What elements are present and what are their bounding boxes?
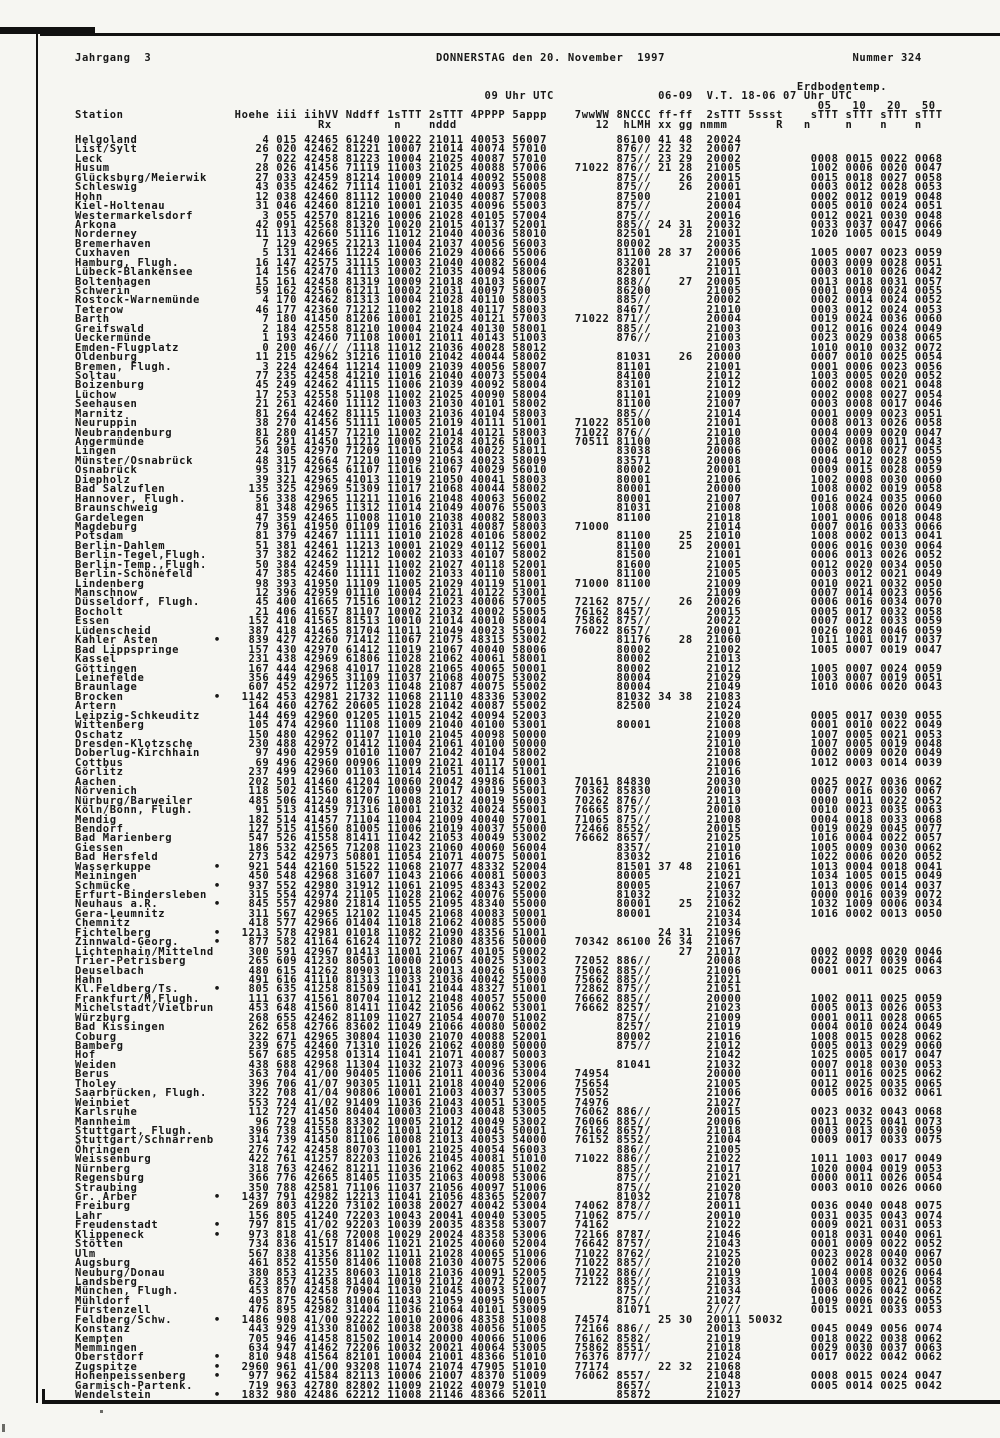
- table-row: Kahler Asten • 839 427 42260 71412 11067 21075 48315 53002 81176 28 21060 1011 1001 0017 0037: [75, 634, 943, 647]
- table-row: Boltenhagen 15 161 42458 81319 10009 21018 40103 56007 888// 27 20005 0013 0018 0031 0057: [75, 275, 943, 288]
- table-row: Freudenstadt • 797 815 41/02 92203 10039 20035 48358 53007 74162 21022 0009 0021 0031 0053: [75, 1219, 943, 1232]
- table-row: Zugspitze • 2960 961 41/00 93208 11074 21074 47905 51010 77174 22 32 21068: [75, 1360, 943, 1373]
- table-row: Mendig 182 514 41457 71104 11004 21009 40040 57001 71065 875// 21008 0004 0018 0033 0068: [75, 813, 943, 826]
- table-row: Osnabrück 95 317 42965 61107 11016 21067 40029 56010 80002 20001 0009 0015 0028 0059: [75, 464, 943, 477]
- table-row: Fichtelberg • 1213 578 42981 01018 11082 21090 48356 51001 24 31 21096: [75, 926, 943, 939]
- table-row: Augsburg 461 852 41550 81406 11008 21030 40075 52006 71022 885// 21020 0002 0014 0032 0050: [75, 1257, 943, 1270]
- table-row: Bamberg 239 675 42460 71310 11026 21062 40080 50000 875// 21012 0005 0013 0029 0060: [75, 1040, 943, 1052]
- table-row: Oberstdorf • 810 948 41564 82101 10004 21001 48366 51010 76376 877// 21024 0017 0022 0042 0062: [75, 1351, 943, 1364]
- table-row: Seehausen 21 261 42460 11112 11003 21030 40101 58002 81100 21007 0003 0008 0017 0046: [75, 398, 943, 411]
- table-row: Neubrandenburg 81 280 41457 71210 11002 21014 40121 58003 71022 876// 21010 0004 0009 0020 0047: [75, 426, 943, 439]
- table-row: Oschatz 150 480 42962 01107 11010 21045 40098 50000 21009 1007 0005 0021 0053: [75, 728, 943, 741]
- table-row: Boizenburg 45 249 42462 41115 11006 21039 40092 58004 83101 21012 0002 0008 0021 0048: [75, 379, 943, 392]
- table-row: Hamburg, Flugh. 16 147 42575 31115 10003 21040 40082 56004 83201 21005 0003 0009 0028 0051: [75, 256, 943, 269]
- table-row: Regensburg 366 776 42665 81405 11035 21063 40098 53006 875// 21021 0000 0011 0026 0054: [75, 1172, 943, 1185]
- table-row: München, Flugh. 453 870 42458 70904 11030 21045 40093 51007 875// 21034 0006 0026 0042 0062: [75, 1285, 943, 1298]
- table-row: Magdeburg 79 361 41950 01109 11016 21031 40087 58003 71000 21014 0007 0016 0033 0066: [75, 520, 943, 533]
- table-row: Berlin-Dahlem 51 381 42461 11213 10001 21029 40112 56001 81100 25 20001 0006 0016 0030 0064: [75, 539, 943, 552]
- table-row: Angermünde 56 291 41450 11212 10005 21028 40126 51001 70511 81100 21008 0002 0008 0011 0043: [75, 436, 943, 448]
- table-row: Lahr 156 805 41240 72203 10043 20041 40040 53005 71062 875// 20010 0031 0035 0043 0074: [75, 1209, 943, 1222]
- table-row: Wittenberg 105 474 42960 11108 11009 21040 40100 53001 80001 21008 0001 0010 0022 0049: [75, 719, 943, 732]
- table-row: Feldberg/Schw. • 1486 908 41/00 92222 10010 20006 48358 51008 74574 25 30 20011 50032: [75, 1313, 943, 1326]
- table-row: Bad Kissingen 262 658 42766 83602 11049 21066 40080 50002 8257/ 21019 0004 0010 0024 0049: [75, 1021, 943, 1034]
- table-row: Schmücke • 937 552 42980 31912 11061 21095 48343 52002 80005 21067 1013 0006 0014 0037: [75, 879, 943, 892]
- table-row: Düsseldorf, Flugh. 45 400 41665 71516 10012 21023 40006 57005 72162 875// 26 20026 0006 0016 0034 0070: [75, 596, 943, 609]
- table-row: Ueckermünde 1 193 42460 71108 10001 21011 40143 51003 876// 21003 0023 0029 0038 0065: [75, 332, 943, 345]
- table-row: Gera-Leumnitz 311 567 42965 12102 11045 21068 40083 50001 80001 21034 1016 0002 0013 0050: [75, 907, 943, 920]
- table-row: Marnitz 81 264 42462 81115 11003 21036 40104 58003 885// 21014 0001 0009 0023 0051: [75, 407, 943, 420]
- table-row: Frankfurt/M,Flugh. 111 637 41561 80704 11012 21048 40057 55000 76662 885// 20000 1002 0011 0025 0059: [75, 992, 943, 1005]
- table-row: Lübeck-Blankensee 14 156 42470 41113 10002 21035 40094 58006 82801 21011 0003 0010 0026 0042: [75, 266, 943, 279]
- table-row: Hof 567 685 42958 01314 11041 21071 40087 50003 21042 1025 0005 0017 0047: [75, 1049, 943, 1062]
- table-row: Kiel-Holtenau 31 046 42460 81210 10001 21035 40096 55003 875// 20004 0005 0010 0024 0051: [75, 200, 943, 213]
- page-title-line: Jahrgang 3 DONNERSTAG den 20. November 1997 Nummer 324: [75, 52, 922, 64]
- table-row: Landsberg 623 857 41458 81404 10019 21012 40072 52007 72122 885// 21033 1003 0005 0021 0058: [75, 1275, 943, 1288]
- table-row: Cottbus 69 496 42960 00906 11009 21021 40117 50001 21006 1012 0003 0014 0039: [75, 756, 943, 769]
- table-row: Barth 7 180 41450 81206 10001 21025 40121 57003 71022 871// 20004 0019 0024 0036 0060: [75, 313, 943, 326]
- table-row: Rostock-Warnemünde 4 170 42462 81313 10004 21028 40110 58003 885// 20002 0002 0014 0024 0052: [75, 294, 943, 307]
- table-row: Chemnitz 418 577 42966 01404 11018 21062 40085 55000 21034: [75, 917, 943, 930]
- header-line-1: Erdbodentemp.: [75, 81, 888, 93]
- left-edge-line: [36, 33, 38, 1403]
- table-row: Stuttgart/Schnarrenb 314 739 41450 81106 10008 21013 40053 54000 76152 8552/ 21004 0009 0017 0033 0075: [75, 1134, 943, 1147]
- table-row: Lingen 24 305 42970 71209 11010 21054 40022 58011 83038 20006 0006 0010 0027 0055: [75, 445, 943, 458]
- table-row: Würzburg 268 655 42462 81109 11027 21054 40070 51002 875// 21009 0001 0011 0028 0065: [75, 1011, 943, 1024]
- table-row: Wendelstein • 1832 980 42486 62212 11008 21146 48366 52011 85872 21027: [75, 1389, 943, 1402]
- table-row: Nörvenich 118 502 41560 61207 10009 21017 40019 55001 70362 85830 20010 0007 0016 0030 0067: [75, 785, 943, 798]
- table-row: Hohn 12 038 42460 81112 10000 21040 40087 57008 87500 21001 0002 0012 0019 0048: [75, 190, 943, 203]
- table-row: Schwerin 59 162 42560 61211 10002 21031 40097 58005 86200 21005 0001 0009 0024 0055: [75, 285, 943, 297]
- table-row: Berlin-Schönefeld 47 385 42460 11111 11002 21033 40110 58001 81100 21005 0003 0012 0021 0049: [75, 568, 943, 581]
- table-row: Brocken • 1142 453 42981 21732 11068 21110 48336 53002 81032 34 38 21083: [75, 690, 943, 703]
- scan-speck: [2, 1424, 5, 1432]
- scan-speck: [100, 1410, 103, 1413]
- top-rule: [40, 33, 1000, 36]
- table-row: Oldenburg 11 215 42962 31216 11010 21042 40044 58002 81031 26 20000 0007 0010 0025 0054: [75, 351, 943, 364]
- table-row: Artern 164 460 42762 20605 11028 21042 40087 55002 82500 21024: [75, 700, 943, 713]
- table-row: Stuttgart, Flugh. 396 738 41550 81202 11001 21012 40045 50001 76162 8657/ 21018 0003 0013 0030 0059: [75, 1124, 943, 1137]
- table-row: List/Sylt 26 020 42462 81221 10007 21014 40074 57010 876// 22 32 20007: [75, 143, 943, 156]
- table-row: Wasserkuppe • 921 544 42160 51522 11068 21077 48332 52004 81501 37 48 21061 1013 0004 0018 0041: [75, 860, 943, 873]
- table-row: Bocholt 21 406 41657 81107 10002 21032 40002 55005 76162 8457/ 20015 0005 0017 0032 0058: [75, 605, 943, 618]
- table-row: Bad Hersfeld 273 542 42973 50801 11054 21071 40075 50001 83032 21016 1022 0006 0020 0052: [75, 851, 943, 864]
- table-row: Giessen 186 532 42565 71208 11023 21060 40060 56004 8357/ 21010 1005 0009 0030 0062: [75, 841, 943, 854]
- table-row: Zinnwald-Georg. • 877 582 41164 61624 11072 21080 48356 50000 70342 86100 26 34 21067: [75, 936, 943, 949]
- table-row: Hahn 491 616 41110 81313 11033 21036 40042 55000 75662 885// 21021: [75, 973, 943, 986]
- table-row: Leck 7 022 42458 81223 10004 21025 40087 57010 875// 23 29 20002 0008 0015 0022 0068: [75, 152, 943, 165]
- header-line-4: Station Hoehe iii iihVV Nddff 1sTTT 2sTTT 4PPPP 5appp 7wwWW 8NCCC ff-ff 2sTTT 5ssst sTTT sTTT sTTT sTTT: [75, 109, 943, 122]
- table-row: Cuxhaven 5 131 42466 11224 10006 21029 40066 55006 81100 28 37 20006 1005 0007 0023 0059: [75, 247, 943, 260]
- station-table: [75, 136, 943, 1401]
- table-row: Lindenberg 98 393 41950 11109 11005 21029 40119 51001 71000 81100 21009 0010 0021 0032 0050: [75, 577, 943, 590]
- header-line-3: 05 10 20 50: [75, 99, 943, 112]
- table-row: Karlsruhe 112 727 41450 80404 10003 21003 40048 53005 76062 886// 20015 0023 0032 0043 0068: [75, 1106, 943, 1119]
- table-row: Lüdenscheid 387 418 41465 81704 11011 21049 40023 55001 76022 8657/ 20001 0026 0028 0046 0059: [75, 624, 943, 637]
- table-row: Memmingen 634 947 41462 72206 10032 20021 40064 53005 75862 8551/ 21018 0029 0030 0037 0063: [75, 1342, 943, 1354]
- table-row: Kl.Feldberg/Ts. • 805 635 41258 81509 11041 21044 48327 51001 72862 875// 21051: [75, 983, 943, 996]
- table-row: Görlitz 237 499 42960 01103 11014 21051 40114 51001 21016: [75, 766, 943, 779]
- table-row: Bremen, Flugh. 3 224 42464 11214 11009 21039 40056 58007 81101 21001 0001 0006 0023 0056: [75, 360, 943, 373]
- table-row: Neuburg/Donau 380 853 41235 80603 11018 21036 40091 52005 71022 886// 21019 1004 0008 0026 0064: [75, 1266, 943, 1279]
- table-row: Dresden-Klotzsche 230 488 42972 01412 11004 21061 40100 50000 21010 1007 0005 0019 0048: [75, 738, 943, 750]
- table-row: Manschnow 12 396 42959 01110 10004 21021 40122 53001 21009 0007 0014 0023 0056: [75, 587, 943, 599]
- table-row: Coburg 322 671 42965 30804 11030 21070 40088 52001 80002 21016 1008 0015 0028 0062: [75, 1030, 943, 1043]
- table-column-header: [75, 83, 943, 130]
- table-row: Berlin-Temp.,Flugh. 50 384 42459 11111 11002 21027 40118 52001 81600 21005 0012 0020 0034 0050: [75, 558, 943, 571]
- table-row: Bad Lippspringe 157 430 42970 61412 11019 21067 40040 58006 80002 21002 1005 0007 0019 0047: [75, 643, 943, 656]
- table-row: Michelstadt/Vielbrun 453 648 41560 81411 11042 21056 40062 53001 76662 8257/ 21023 0005 0013 0026 0053: [75, 1002, 943, 1015]
- table-row: Mannheim 96 729 41558 83302 10005 21012 40049 53002 76066 885// 20006 0011 0025 0041 0073: [75, 1115, 943, 1128]
- table-row: Bendorf 127 515 41560 81005 11006 21019 40037 55000 72466 8552/ 20015 0019 0029 0045 0077: [75, 822, 943, 835]
- table-row: Berus 363 704 41/00 90405 11006 21011 40036 53004 74954 20000 0011 0016 0025 0062: [75, 1068, 943, 1081]
- bottom-rule-stub: [42, 1389, 45, 1401]
- table-row: Glücksburg/Meierwik 27 033 42459 81214 10009 21014 40092 55008 875// 26 20015 0015 0018 0027 0058: [75, 171, 943, 184]
- table-row: Nürnberg 318 763 42462 81211 11036 21062 40085 51002 885// 21017 1020 0004 0019 0053: [75, 1162, 943, 1175]
- table-row: Gr. Arber • 1437 791 42982 12213 11041 21056 48365 52007 81032 21078: [75, 1191, 943, 1203]
- table-row: Weiden 438 688 42968 11304 11032 21073 40096 53006 81041 21032 0007 0018 0030 0053: [75, 1058, 943, 1071]
- table-row: Neuhaus a.R. • 845 557 42980 21814 11055 21095 48340 55000 80001 25 21062 1032 1009 0006 0034: [75, 898, 943, 911]
- table-row: Leinefelde 356 449 42965 31109 11037 21068 40075 53002 80004 21029 1003 0007 0019 0051: [75, 671, 943, 684]
- table-row: Doberlug-Kirchhain 97 490 42959 01010 11007 21042 40104 58002 21008 0002 0009 0020 0049: [75, 747, 943, 760]
- table-row: Münster/Osnabrück 48 315 42664 71210 11009 21063 40023 58009 83571 20008 0004 0012 0028 0059: [75, 454, 943, 467]
- table-row: Weissenburg 422 761 41257 82203 11026 21045 40081 51010 71022 886// 21022 1011 1003 0017 0049: [75, 1153, 943, 1166]
- table-row: Gardelegen 47 359 42465 11008 11010 21038 40082 58003 81100 21018 1001 0006 0018 0048: [75, 511, 943, 524]
- table-row: Hohenpeissenberg • 977 962 41584 82113 10006 21007 48370 51009 76062 8557/ 21048 0008 0015 0024 0047: [75, 1370, 943, 1383]
- table-row: Helgoland 4 015 42465 61240 10022 21011 40053 56007 86100 41 48 20024: [75, 134, 943, 146]
- table-row: Deuselbach 480 615 41262 80903 10018 20013 40026 51003 75062 885// 21006 0001 0011 0025 0063: [75, 964, 943, 977]
- table-row: Norderney 11 113 42660 51116 11012 21040 40036 58010 82501 28 21001 1020 1005 0015 0049: [75, 228, 943, 241]
- table-row: Kempten 705 946 41458 81502 10014 20000 40066 51006 76162 8582/ 21019 0018 0022 0038 0062: [75, 1332, 943, 1345]
- table-row: Konstanz 443 929 41330 81002 10038 20038 40056 51005 72166 886// 20013 0045 0049 0056 0074: [75, 1323, 943, 1336]
- table-row: Braunlage 607 452 42972 11203 11048 21087 40075 55002 80004 21049 1010 0006 0020 0043: [75, 681, 943, 694]
- table-row: Trier-Petrisberg 265 609 41230 80501 10000 21005 40025 53002 72052 886// 20008 0022 0027 0039 0064: [75, 955, 943, 968]
- table-row: Meiningen 450 548 42968 31607 11043 21066 40081 50003 80005 21021 1034 1005 0015 0049: [75, 870, 943, 883]
- table-row: Mühldorf 405 875 42560 81006 11043 21059 40095 50005 875// 21027 1009 0006 0026 0055: [75, 1294, 943, 1307]
- table-row: Diepholz 39 321 42965 41013 11019 21050 40041 58003 80001 21006 1002 0008 0030 0060: [75, 473, 943, 486]
- header-line-5: Rx n nddd 12 hLMH xx gg nmmm R n n n n: [75, 118, 943, 131]
- table-row: Stötten 734 836 41517 81406 11021 21025 40060 52004 76642 8757/ 21043 0001 0009 0022 0052: [75, 1238, 943, 1251]
- table-row: Lüchow 17 253 42558 51108 11002 21025 40090 58004 81101 21009 0002 0008 0027 0054: [75, 388, 943, 401]
- page-header-bar: [75, 54, 922, 63]
- table-row: Essen 152 410 41565 81513 10010 21014 40010 58004 75862 875// 20022 0007 0012 0033 0059: [75, 615, 943, 628]
- table-row: Weinbiet 553 724 41/02 91409 11036 21043 40051 53005 74976 21027: [75, 1096, 943, 1109]
- table-row: Klippeneck • 973 818 41/68 72008 10029 20024 48358 53006 72166 8787/ 21046 0018 0031 0040 0061: [75, 1228, 943, 1241]
- table-row: Braunschweig 81 348 42965 11312 11014 21049 40076 55003 81031 21008 1008 0006 0020 0049: [75, 502, 943, 515]
- table-row: Kassel 231 438 42969 61806 11028 21062 40061 58001 80002 21013: [75, 653, 943, 666]
- table-row: Göttingen 167 444 42968 41017 11028 21065 40065 50001 80002 21012 1005 0007 0024 0059: [75, 662, 943, 675]
- table-row: Erfurt-Bindersleben 315 554 42974 21105 11028 21062 40076 55000 81032 21032 0000 0016 0039 0072: [75, 889, 943, 901]
- header-line-2: 09 Uhr UTC 06-09 V.T. 18-06 07 Uhr UTC: [75, 90, 853, 103]
- table-row: Öhringen 276 742 42458 80703 11001 21025 40054 56003 886// 21005: [75, 1143, 943, 1156]
- table-row: Berlin-Tegel,Flugh. 37 382 42462 11212 10002 21033 40107 58002 81500 21001 0006 0013 0026 0052: [75, 549, 943, 562]
- table-row: Emden-Flugplatz 0 200 46/// /1118 11012 21036 40028 58012 21003 1010 0010 0032 0072: [75, 341, 943, 354]
- table-row: Leipzig-Schkeuditz 144 469 42960 01205 11015 21042 40094 52003 21020 0005 0017 0030 0055: [75, 709, 943, 722]
- table-row: Bad Marienberg 547 526 41558 81411 11042 21053 40049 53002 76662 8657/ 21025 1016 0004 0022 0057: [75, 832, 943, 845]
- table-row: Neuruppin 38 270 41456 51111 10005 21019 40111 51001 71022 85100 21001 0008 0013 0026 0058: [75, 417, 943, 430]
- table-row: Teterow 46 177 42360 71212 11002 21018 40117 58003 8467/ 21010 0003 0012 0024 0053: [75, 303, 943, 316]
- table-row: Schleswig 43 035 42462 71114 11001 21032 40093 56005 875// 26 20001 0003 0012 0028 0053: [75, 181, 943, 194]
- table-row: Lichtenhain/Mittelnd 300 591 42967 01413 11001 21067 40105 50002 27 21017 0002 0008 0020 0046: [75, 945, 943, 958]
- table-row: Saarbrücken, Flugh. 322 708 41/04 90806 10001 21003 40037 53005 75052 21006 0005 0016 0032 0061: [75, 1087, 943, 1100]
- table-row: Greifswald 2 184 42558 81210 10004 21024 40130 58001 885// 21003 0012 0016 0024 0049: [75, 322, 943, 335]
- table-row: Fürstenzell 476 895 42982 31404 11036 21064 40101 53009 81071 2//// 0015 0021 0033 0053: [75, 1304, 943, 1317]
- table-row: Westermarkelsdorf 3 055 42570 81216 10006 21028 40105 57004 875// 20016 0012 0021 0030 0048: [75, 209, 943, 222]
- table-row: Soltau 77 235 42458 41210 11016 21040 40073 55004 84100 21012 1003 0005 0020 0052: [75, 369, 943, 382]
- table-row: Ulm 567 838 41356 81102 11011 21028 40065 51006 71022 8762/ 21025 0023 0028 0040 0067: [75, 1247, 943, 1260]
- table-row: Nürburg/Barweiler 485 506 41240 81706 11008 21012 40019 56003 70262 876// 21013 0000 0011 0022 0052: [75, 794, 943, 807]
- table-row: Arkona 42 091 42568 81320 10020 21015 40137 52001 885// 24 31 20032 0033 0037 0047 0066: [75, 218, 943, 231]
- table-row: Tholey 396 706 41/07 90305 11011 21018 40040 52006 75654 21005 0012 0025 0035 0065: [75, 1077, 943, 1090]
- table-row: Köln/Bonn, Flugh. 91 513 41459 71316 10001 21032 40024 55001 76665 875// 20010 0010 0023 0035 0063: [75, 804, 943, 817]
- table-row: Husum 28 026 41456 71119 11003 21025 40088 57006 71022 876// 21 28 21005 1002 0006 0020 0047: [75, 162, 943, 175]
- table-row: Garmisch-Partenk. 719 963 42780 82802 11009 21022 40079 51010 8657/ 21013 0005 0014 0025 0042: [75, 1379, 943, 1392]
- table-row: Bad Salzuflen 135 325 42969 51309 11017 21068 40044 58002 80001 20000 1008 0002 0019 0058: [75, 483, 943, 496]
- table-row: Freiburg 269 803 41220 73102 10038 20027 40042 53004 74062 878// 20011 0036 0040 0048 0075: [75, 1200, 943, 1213]
- table-row: Aachen 202 501 41460 41204 10060 20042 49986 56003 70161 84830 20030 0025 0027 0036 0062: [75, 775, 943, 788]
- table-row: Straubing 350 788 42581 71106 11037 21056 40097 51006 875// 21020 0003 0010 0026 0060: [75, 1181, 943, 1194]
- table-row: Hannover, Flugh. 56 338 42965 11211 11016 21048 40063 56002 80001 21007 0016 0024 0035 0060: [75, 492, 943, 505]
- table-row: Bremerhaven 7 129 42965 21213 11004 21037 40056 56003 80002 20035: [75, 237, 943, 250]
- table-row: Potsdam 81 379 42467 11111 11010 21028 40106 58002 81100 25 21010 1008 0002 0013 0041: [75, 530, 943, 543]
